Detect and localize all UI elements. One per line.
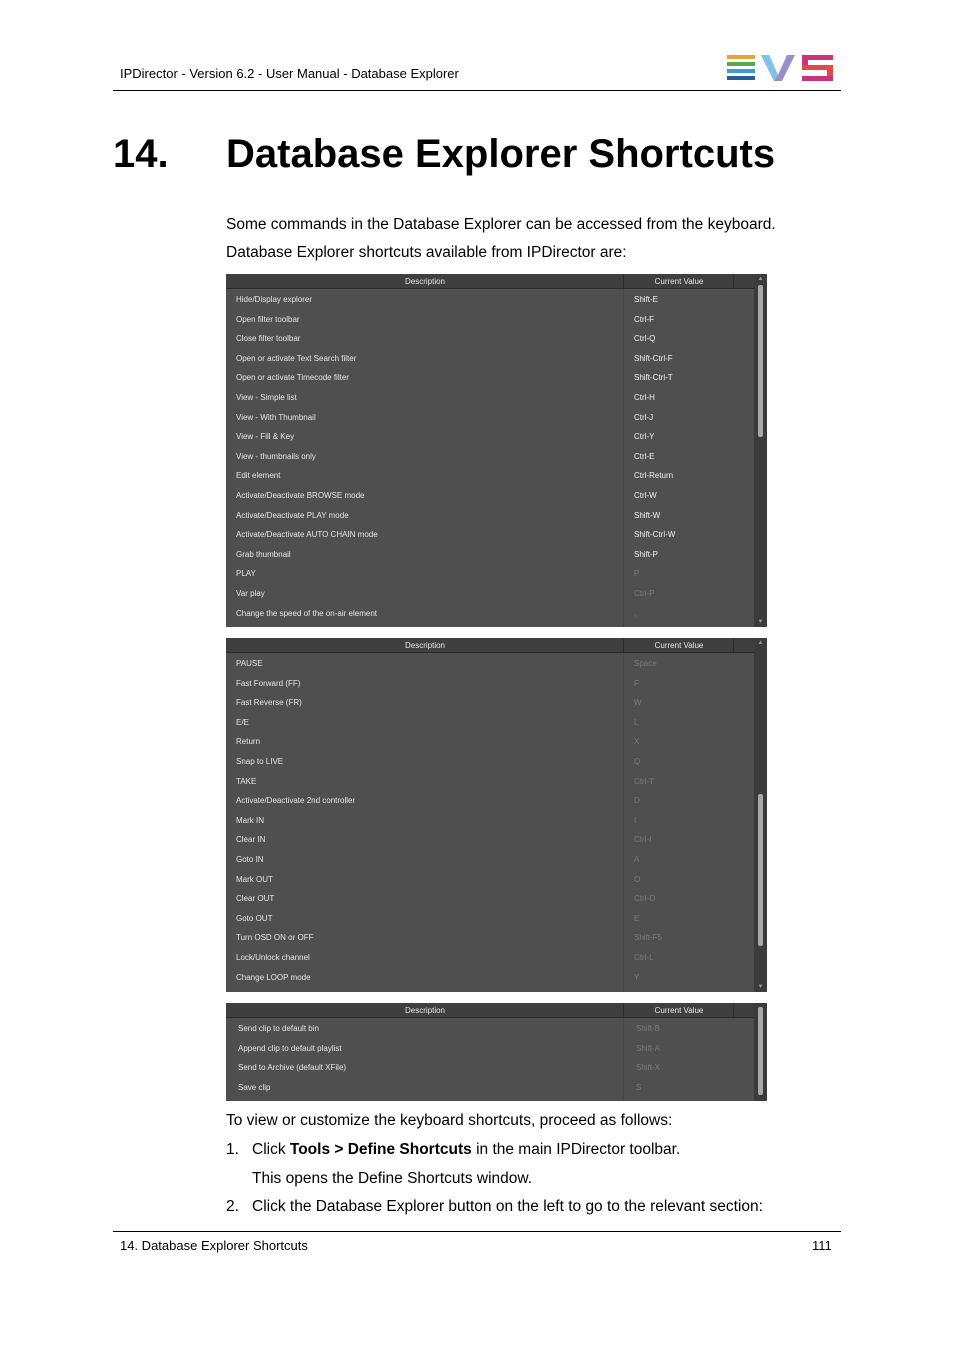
shortcut-value[interactable]: Ctrl-Y [634, 432, 655, 442]
table-row[interactable] [226, 368, 754, 388]
table-row[interactable] [226, 564, 754, 584]
shortcut-description: Hide/Display explorer [236, 295, 313, 304]
shortcut-description: E/E [236, 717, 249, 727]
shortcut-description: Lock/Unlock channel [236, 953, 310, 962]
step-text: Click the Database Explorer button on the left to go to the relevant section: [252, 1198, 763, 1215]
table-row[interactable] [226, 693, 754, 713]
shortcut-value[interactable]: Ctrl-E [634, 451, 655, 461]
vertical-scrollbar[interactable] [754, 638, 767, 992]
table-row[interactable] [226, 506, 754, 526]
shortcut-value[interactable]: Shift-E [634, 295, 659, 304]
table-row[interactable] [226, 1039, 754, 1059]
shortcut-description: View - Simple list [236, 393, 297, 402]
column-header-current-value: Current Value [654, 277, 704, 286]
table-row[interactable] [226, 732, 754, 752]
table-row[interactable] [226, 604, 754, 624]
shortcuts-table-3 [226, 1003, 767, 1101]
shortcut-description: Fast Forward (FF) [236, 678, 301, 688]
step-number: 2. [226, 1198, 239, 1215]
shortcut-value[interactable]: Ctrl-W [634, 491, 657, 500]
menu-path: Tools > Define Shortcuts [289, 1141, 472, 1158]
shortcut-description: Snap to LIVE [236, 757, 284, 766]
table-row[interactable] [226, 850, 754, 870]
table-row[interactable] [226, 329, 754, 349]
table-row[interactable] [226, 674, 754, 694]
chapter-title: Database Explorer Shortcuts [226, 132, 776, 176]
shortcut-description: View - thumbnails only [236, 451, 316, 461]
shortcut-value[interactable]: E [634, 913, 640, 923]
shortcut-value[interactable]: P [634, 569, 640, 579]
table-row[interactable] [226, 811, 754, 831]
intro-paragraph-1: Some commands in the Database Explorer can be accessed from the keyboard. [226, 216, 776, 233]
table-row[interactable] [226, 968, 754, 988]
shortcut-value[interactable]: Ctrl-O [634, 894, 656, 904]
table-row[interactable] [226, 486, 754, 506]
table-header [226, 638, 754, 653]
shortcut-value[interactable]: Ctrl-Q [634, 334, 656, 344]
shortcut-description: Open or activate Timecode filter [236, 373, 349, 383]
column-header-current-value: Current Value [654, 1006, 704, 1015]
shortcut-value[interactable]: Ctrl-L [634, 953, 654, 962]
header-rule [113, 90, 841, 91]
shortcut-value[interactable]: Shift-Ctrl-T [634, 373, 673, 383]
table-row[interactable] [226, 928, 754, 948]
shortcut-value[interactable]: Shift-P [634, 549, 659, 559]
shortcut-value[interactable]: Q [634, 757, 641, 766]
shortcut-description: Change LOOP mode [236, 972, 311, 982]
shortcut-value[interactable]: D [634, 796, 640, 806]
shortcut-value[interactable]: Shift-A [636, 1043, 661, 1053]
shortcut-description: Goto IN [236, 855, 264, 864]
table-row[interactable] [226, 525, 754, 545]
column-header-description: Description [404, 1006, 445, 1015]
table-row[interactable] [226, 948, 754, 968]
table-row[interactable] [226, 408, 754, 428]
shortcut-description: PLAY [236, 569, 256, 579]
shortcut-description: Clear OUT [236, 894, 275, 904]
scrollbar-thumb[interactable] [758, 794, 763, 946]
shortcut-description: Save clip [238, 1082, 271, 1092]
shortcut-value[interactable]: Ctrl-Return [634, 471, 674, 481]
shortcut-description: Return [236, 737, 261, 747]
shortcut-value[interactable]: Shift-B [636, 1024, 661, 1033]
shortcut-description: Append clip to default playlist [238, 1043, 342, 1053]
footer-chapter: 14. Database Explorer Shortcuts [120, 1238, 308, 1253]
shortcut-value[interactable]: Shift-Ctrl-F [634, 353, 673, 363]
scrollbar-thumb[interactable] [758, 1007, 763, 1095]
shortcut-value[interactable]: Ctrl-H [634, 393, 655, 402]
shortcut-description: Activate/Deactivate BROWSE mode [236, 491, 365, 500]
table-row[interactable] [226, 447, 754, 467]
column-header-current-value: Current Value [654, 641, 704, 650]
chapter-number: 14. [113, 132, 169, 176]
shortcut-value[interactable]: A [634, 855, 640, 864]
table-row[interactable] [226, 310, 754, 330]
vertical-scrollbar[interactable] [754, 274, 767, 627]
table-row[interactable] [226, 870, 754, 890]
shortcut-description: Clear IN [236, 835, 266, 845]
page-number: 111 [812, 1238, 832, 1253]
shortcut-value[interactable]: I [634, 815, 637, 825]
shortcut-value[interactable]: Ctrl-P [634, 589, 655, 598]
shortcut-description: View - With Thumbnail [236, 412, 316, 422]
evs-logo [727, 55, 833, 81]
shortcut-value[interactable]: Shift-F5 [634, 933, 663, 943]
scrollbar-thumb[interactable] [758, 285, 763, 437]
shortcut-value[interactable]: Y [634, 972, 640, 982]
procedure-intro: To view or customize the keyboard shortcuts, proceed as follows: [226, 1112, 673, 1129]
table-row[interactable] [226, 349, 754, 369]
shortcut-value[interactable]: W [634, 698, 642, 708]
shortcut-description: Grab thumbnail [236, 549, 291, 559]
shortcuts-table-2 [226, 638, 767, 992]
shortcut-value[interactable]: Ctrl-I [634, 835, 652, 845]
scroll-down-icon[interactable]: ▼ [757, 984, 764, 990]
shortcut-value[interactable]: Space [634, 659, 657, 668]
table-header [226, 1003, 754, 1018]
scroll-up-icon[interactable]: ▲ [757, 276, 764, 282]
shortcut-value[interactable]: Ctrl-J [634, 412, 654, 422]
column-header-description: Description [404, 641, 445, 650]
shortcut-description: View - Fill & Key [236, 432, 295, 442]
shortcut-value[interactable]: S [636, 1082, 642, 1092]
scroll-down-icon[interactable]: ▼ [757, 619, 764, 625]
table-row[interactable] [226, 466, 754, 486]
shortcut-value[interactable]: L [634, 717, 639, 727]
shortcut-description: Change the speed of the on-air element [236, 608, 377, 618]
shortcut-description: Send clip to default bin [238, 1024, 319, 1033]
header-text: IPDirector - Version 6.2 - User Manual - Database Explorer [120, 66, 459, 81]
table-row[interactable] [226, 1019, 754, 1039]
shortcut-description: Goto OUT [236, 913, 273, 923]
shortcut-value[interactable]: , [634, 608, 637, 618]
table-row[interactable] [226, 584, 754, 604]
table-row[interactable] [226, 1058, 754, 1078]
shortcut-description: Open filter toolbar [236, 314, 300, 324]
table-row[interactable] [226, 713, 754, 733]
shortcut-value[interactable]: Shift-X [636, 1063, 661, 1073]
shortcuts-table-1 [226, 274, 767, 627]
table-row[interactable] [226, 654, 754, 674]
shortcut-value[interactable]: Shift-W [634, 510, 661, 520]
table-row[interactable] [226, 830, 754, 850]
scroll-up-icon[interactable]: ▲ [757, 640, 764, 646]
table-row[interactable] [226, 772, 754, 792]
shortcut-description: Turn OSD ON or OFF [236, 933, 314, 943]
shortcut-description: Mark IN [236, 815, 264, 825]
shortcut-description: Activate/Deactivate AUTO CHAIN mode [236, 530, 378, 540]
column-header-description: Description [404, 277, 445, 286]
footer-rule [113, 1231, 841, 1232]
table-row[interactable] [226, 427, 754, 447]
step-text: Click Tools > Define Shortcuts in the main IPDirector toolbar. [252, 1141, 681, 1158]
shortcut-description: Edit element [236, 471, 281, 481]
shortcut-description: PAUSE [236, 659, 263, 668]
shortcut-description: Close filter toolbar [236, 334, 301, 344]
table-row[interactable] [226, 1078, 754, 1098]
table-row[interactable] [226, 545, 754, 565]
shortcut-value[interactable]: F [634, 678, 639, 688]
shortcut-description: Send to Archive (default XFile) [238, 1063, 347, 1073]
shortcut-description: Open or activate Text Search filter [236, 353, 357, 363]
shortcut-description: TAKE [236, 776, 257, 786]
shortcut-value[interactable]: O [634, 874, 641, 884]
table-row[interactable] [226, 889, 754, 909]
table-row[interactable] [226, 290, 754, 310]
shortcut-value[interactable]: X [634, 737, 640, 747]
intro-paragraph-2: Database Explorer shortcuts available from IPDirector are: [226, 244, 627, 261]
shortcut-description: Activate/Deactivate 2nd controller [236, 796, 356, 806]
shortcut-value[interactable]: Ctrl-F [634, 314, 654, 324]
shortcut-description: Var play [236, 589, 265, 598]
shortcut-value[interactable]: Ctrl-T [634, 776, 654, 786]
shortcut-description: Fast Reverse (FR) [236, 698, 302, 708]
table-header [226, 274, 754, 289]
vertical-scrollbar[interactable] [754, 1003, 767, 1101]
shortcut-description: Activate/Deactivate PLAY mode [236, 510, 349, 520]
table-row[interactable] [226, 388, 754, 408]
shortcut-description: Mark OUT [236, 874, 273, 884]
table-row[interactable] [226, 909, 754, 929]
table-row[interactable] [226, 791, 754, 811]
table-row[interactable] [226, 752, 754, 772]
shortcut-value[interactable]: Shift-Ctrl-W [634, 530, 676, 540]
step-number: 1. [226, 1141, 239, 1158]
